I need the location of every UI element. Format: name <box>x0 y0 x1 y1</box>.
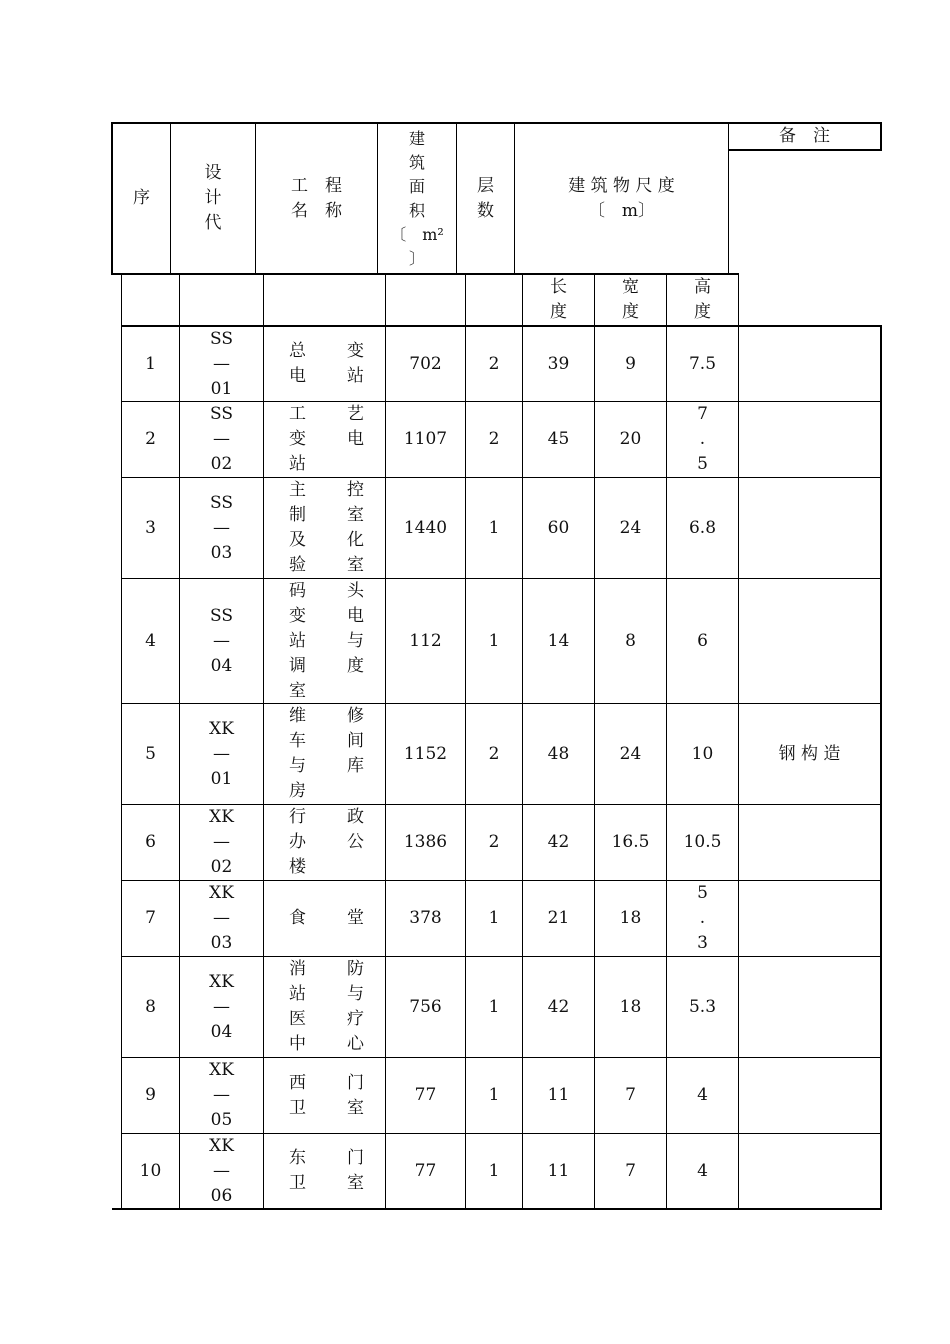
length-cell: 11 <box>547 1160 570 1181</box>
height-cell: 7 . 5 <box>697 404 708 474</box>
project-name-cell: 行 政 办 公 楼 <box>289 807 364 877</box>
width-cell: 16.5 <box>611 832 650 852</box>
seq-cell: 5 <box>145 743 156 764</box>
area-cell: 756 <box>409 996 442 1017</box>
floors-cell: 2 <box>488 743 500 764</box>
remark-cell <box>739 1058 880 1133</box>
area-cell: 77 <box>414 1160 437 1181</box>
area-cell: 1386 <box>403 832 448 852</box>
project-name-cell: 总 变 电 站 <box>289 341 364 386</box>
floors-cell: 1 <box>488 630 500 651</box>
length-cell: 11 <box>547 1085 570 1105</box>
design-code-cell: XK — 06 <box>209 1135 234 1206</box>
floors-cell: 1 <box>488 1160 500 1181</box>
remark-cell <box>739 327 880 401</box>
design-code-cell: XK — 05 <box>209 1060 234 1130</box>
length-cell: 60 <box>547 517 570 538</box>
seq-cell: 9 <box>145 1085 156 1105</box>
height-cell: 4 <box>697 1160 708 1181</box>
floors-cell: 1 <box>488 517 500 538</box>
width-cell: 8 <box>625 630 636 651</box>
remark-cell <box>739 478 880 578</box>
width-cell: 9 <box>625 353 636 374</box>
area-cell: 77 <box>414 1085 437 1105</box>
seq-cell: 7 <box>145 908 156 928</box>
floors-cell: 2 <box>488 353 500 374</box>
header-seq: 序 <box>133 188 150 208</box>
height-cell: 4 <box>697 1085 708 1105</box>
area-cell: 1440 <box>403 517 448 538</box>
floors-cell: 1 <box>488 996 500 1017</box>
height-cell: 5 . 3 <box>697 883 708 953</box>
length-cell: 48 <box>547 743 570 764</box>
width-cell: 7 <box>625 1160 636 1181</box>
remark-cell <box>739 881 880 956</box>
floors-cell: 1 <box>488 908 500 928</box>
header-width: 宽 度 <box>622 277 639 322</box>
design-code-cell: XK — 01 <box>209 718 234 789</box>
height-cell: 6.8 <box>688 517 717 538</box>
seq-cell: 8 <box>145 996 156 1017</box>
length-cell: 42 <box>547 832 570 852</box>
length-cell: 42 <box>547 996 570 1017</box>
height-cell: 5.3 <box>688 996 717 1017</box>
height-cell: 10.5 <box>683 832 722 852</box>
header-project-name: 工 程 名 称 <box>291 175 342 221</box>
remark-cell: 钢 构 造 <box>778 743 841 764</box>
project-name-cell: 食 堂 <box>289 908 364 928</box>
project-name-cell: 主 控 制 室 及 化 验 室 <box>289 480 364 575</box>
length-cell: 14 <box>547 630 570 651</box>
header-length: 长 度 <box>550 277 567 322</box>
height-cell: 6 <box>697 630 708 651</box>
floors-cell: 1 <box>488 1085 500 1105</box>
seq-cell: 3 <box>145 517 156 538</box>
width-cell: 24 <box>619 517 642 538</box>
floors-cell: 2 <box>488 832 500 852</box>
area-cell: 112 <box>409 630 442 651</box>
seq-cell: 6 <box>145 832 156 852</box>
design-code-cell: SS — 02 <box>210 404 233 474</box>
design-code-cell: XK — 03 <box>209 883 234 953</box>
project-name-cell: 码 头 变 电 站 与 调 度 室 <box>289 580 364 701</box>
remark-cell <box>739 579 880 703</box>
header-floors: 层 数 <box>477 175 494 221</box>
design-code-cell: SS — 03 <box>210 492 233 563</box>
project-name-cell: 东 门 卫 室 <box>289 1148 364 1193</box>
project-name-cell: 消 防 站 与 医 疗 中 心 <box>289 959 364 1054</box>
project-name-cell: 维 修 车 间 与 库 房 <box>289 706 364 801</box>
seq-cell: 4 <box>145 630 156 651</box>
height-cell: 10 <box>691 743 714 764</box>
height-cell: 7.5 <box>688 353 717 374</box>
length-cell: 21 <box>547 908 570 928</box>
remark-cell <box>739 402 880 477</box>
floors-cell: 2 <box>488 429 500 449</box>
remark-cell <box>739 805 880 880</box>
header-remarks: 备 注 <box>779 126 830 146</box>
seq-cell: 2 <box>145 429 156 449</box>
area-cell: 702 <box>409 353 442 374</box>
width-cell: 24 <box>619 743 642 764</box>
area-cell: 378 <box>409 908 442 928</box>
seq-cell: 10 <box>139 1160 162 1181</box>
remark-cell <box>739 957 880 1057</box>
seq-cell: 1 <box>145 353 156 374</box>
length-cell: 45 <box>547 429 570 449</box>
remark-cell <box>739 1134 880 1208</box>
project-name-cell: 工 艺 变 电 站 <box>289 404 364 474</box>
header-area: 建 筑 面 积 〔 m² 〕 <box>390 128 444 268</box>
header-height: 高 度 <box>694 277 711 322</box>
area-cell: 1107 <box>403 429 448 449</box>
header-dimensions: 建 筑 物 尺 度 〔 m〕 <box>568 175 675 221</box>
area-cell: 1152 <box>403 743 448 764</box>
header-design-code: 设 计 代 <box>204 163 222 233</box>
design-code-cell: XK — 02 <box>209 807 234 877</box>
width-cell: 18 <box>619 996 642 1017</box>
width-cell: 18 <box>619 908 642 928</box>
design-code-cell: XK — 04 <box>209 971 234 1042</box>
length-cell: 39 <box>547 353 570 374</box>
design-code-cell: SS — 04 <box>210 605 233 676</box>
design-code-cell: SS — 01 <box>210 328 233 399</box>
width-cell: 7 <box>625 1085 636 1105</box>
project-name-cell: 西 门 卫 室 <box>289 1072 364 1118</box>
width-cell: 20 <box>619 429 642 449</box>
